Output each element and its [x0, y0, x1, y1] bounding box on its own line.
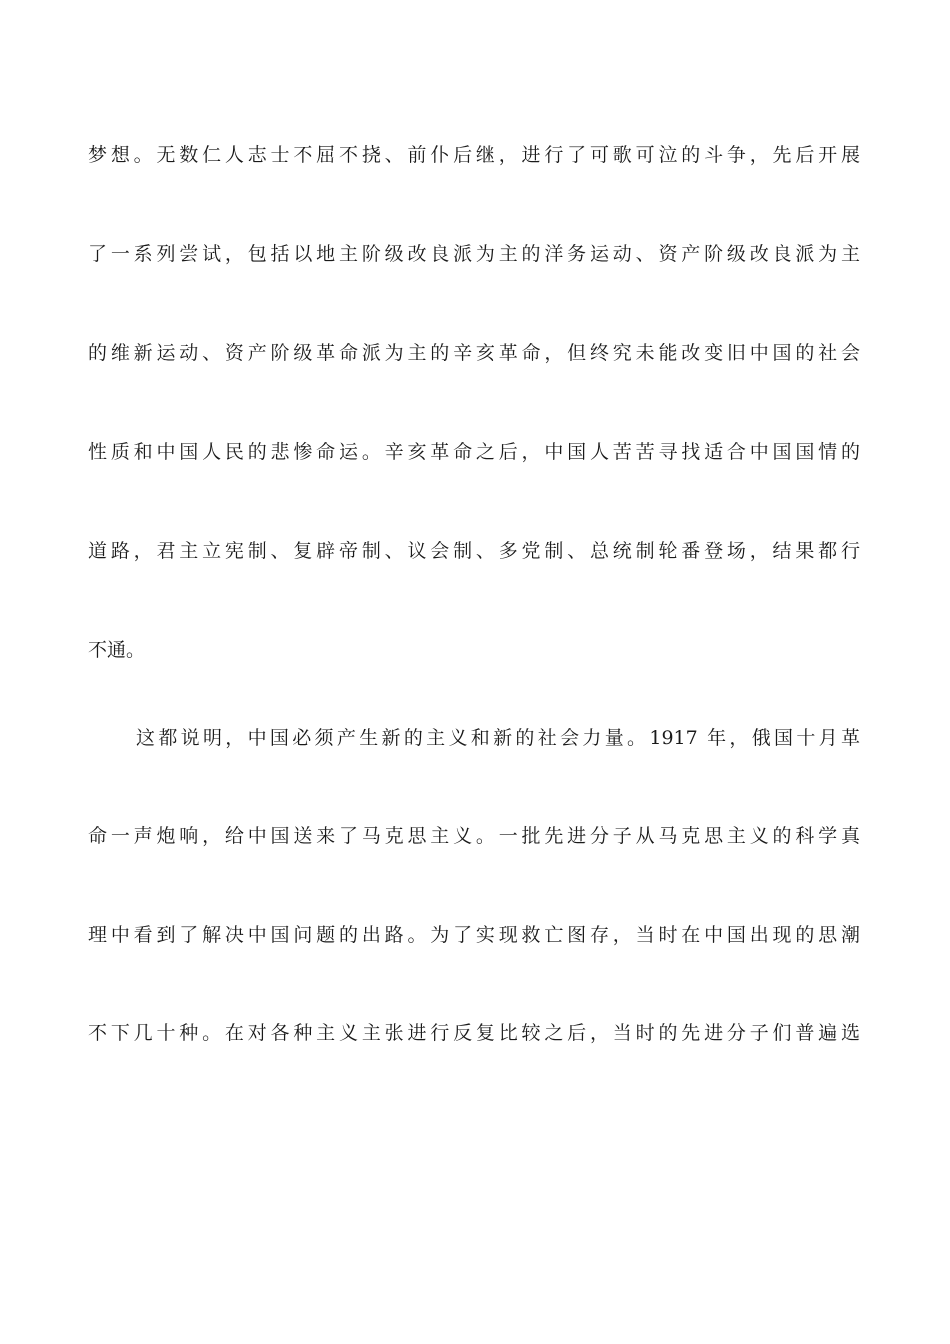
- text-line: 性质和中国人民的悲惨命运。辛亥革命之后，中国人苦苦寻找适合中国国情的: [88, 441, 860, 463]
- text-line-paragraph-start: 这都说明，中国必须产生新的主义和新的社会力量。1917 年，俄国十月革: [136, 727, 860, 749]
- text-line: 梦想。无数仁人志士不屈不挠、前仆后继，进行了可歌可泣的斗争，先后开展: [88, 144, 860, 166]
- text-line: 道路，君主立宪制、复辟帝制、议会制、多党制、总统制轮番登场，结果都行: [88, 540, 860, 562]
- text-line: 的维新运动、资产阶级革命派为主的辛亥革命，但终究未能改变旧中国的社会: [88, 342, 860, 364]
- text-line-paragraph-end: 不通。: [88, 639, 146, 661]
- text-line: 不下几十种。在对各种主义主张进行反复比较之后，当时的先进分子们普遍选: [88, 1022, 860, 1044]
- text-line: 理中看到了解决中国问题的出路。为了实现救亡图存，当时在中国出现的思潮: [88, 924, 860, 946]
- text-line: 命一声炮响，给中国送来了马克思主义。一批先进分子从马克思主义的科学真: [88, 825, 860, 847]
- text-line: 了一系列尝试，包括以地主阶级改良派为主的洋务运动、资产阶级改良派为主: [88, 243, 860, 265]
